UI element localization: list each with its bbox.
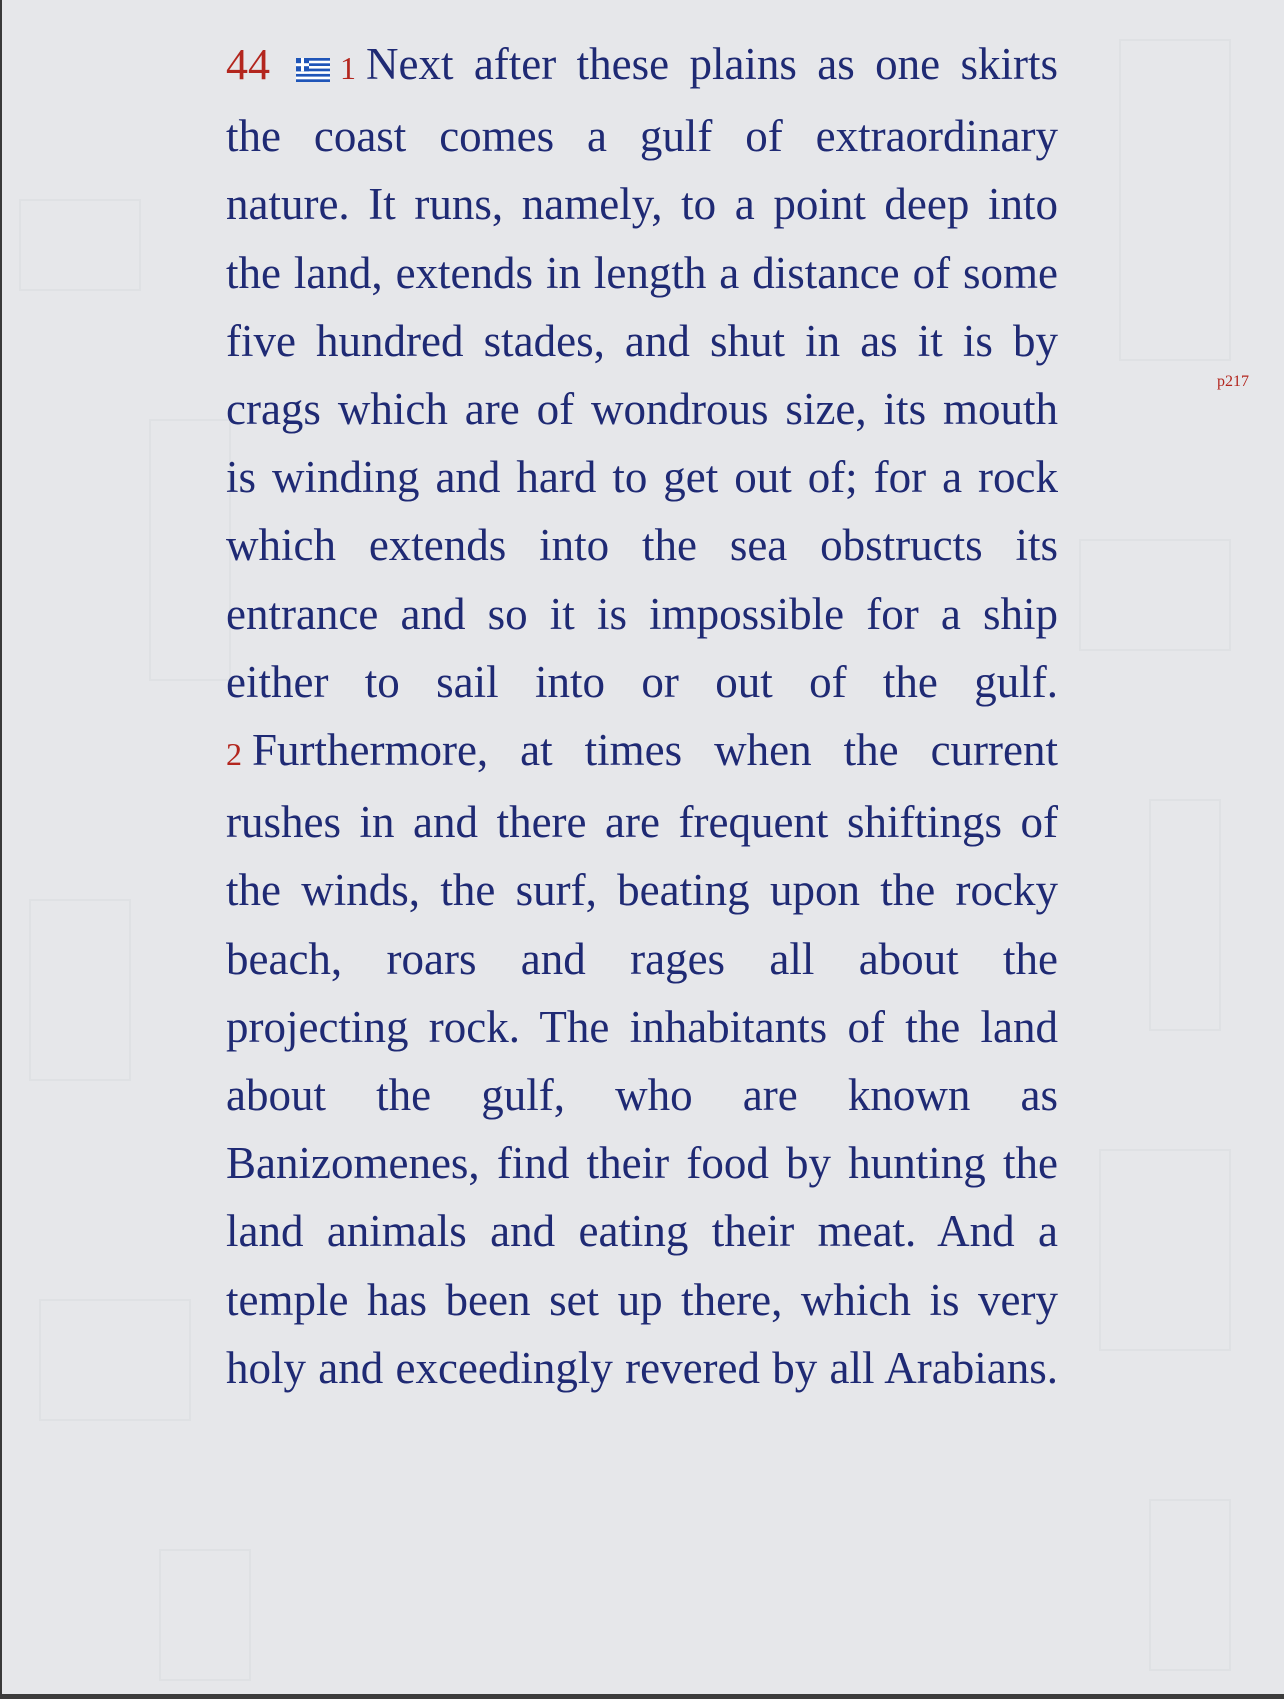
greek-flag-icon[interactable] <box>296 33 330 101</box>
section-text: Next after these plains as one skirts the coast comes a gulf of extraordinary nature. It runs, namely, to a point deep into the land, extends in length a distance of some five hundred stades, and shut in as it is by crags which are of wondrous size, its mouth is winding and hard to get out of; for a rock which extends into the sea obstructs its entrance and so it is impossible for a ship either to sail into or out of the gulf. <box>226 39 1058 707</box>
section-number: 2 <box>226 736 242 773</box>
bottom-rule <box>0 1694 1284 1699</box>
section-text: Furthermore, at times when the current rushes in and there are frequent shiftings of the winds, the surf, beating upon the rocky beach, roars and rages all about the projecting rock. The inhabitants of the land about the gulf, who are known as Banizomenes, find their food by hunting the land animals and eating their meat. And a temple has been set up there, which is very holy and exceedingly revered by all Arabians. <box>226 725 1058 1393</box>
chapter-number: 44 <box>226 40 270 89</box>
page-reference[interactable]: p217 <box>1217 373 1249 390</box>
passage-text <box>226 30 1058 1402</box>
section-number: 1 <box>340 50 356 86</box>
